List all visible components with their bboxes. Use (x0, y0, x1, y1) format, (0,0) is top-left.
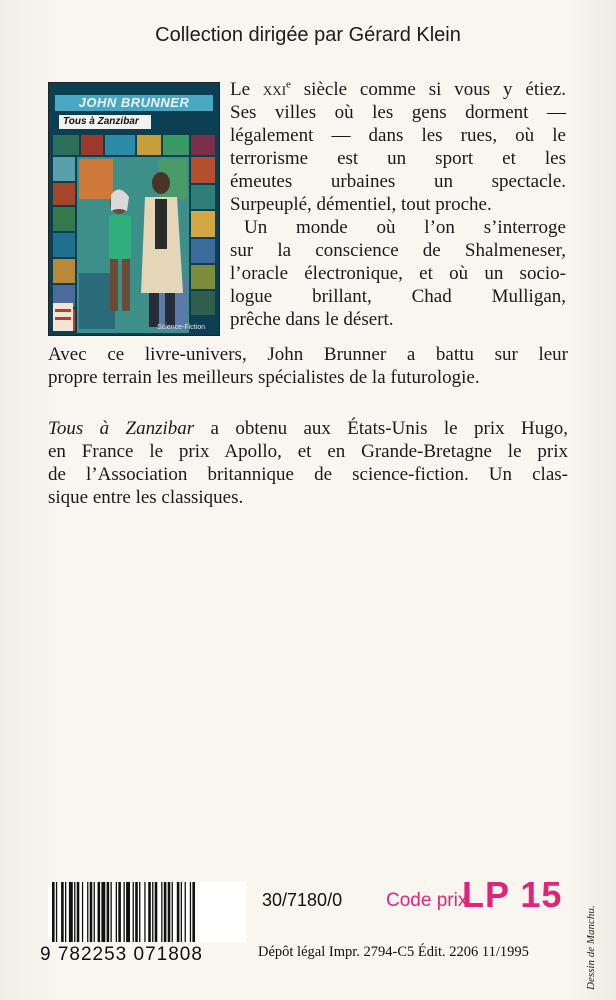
blurb-line: de l’Association britannique de science-fiction. Un clas- (48, 464, 568, 485)
barcode-bars (48, 882, 246, 942)
blurb-line: en France le prix Apollo, et en Grande-Bretagne le prix (48, 441, 568, 462)
blurb-paragraph-1 (230, 78, 566, 331)
book-title-italic: Tous à Zanzibar (48, 418, 195, 439)
barcode-number: 9 782253 071808 (40, 944, 203, 965)
blurb-paragraph-awards (48, 417, 568, 509)
blurb-line: Surpeuplé, démentiel, tout proche. (230, 194, 492, 215)
blurb-line: Avec ce livre-univers, John Brunner a battu sur leur (48, 344, 568, 365)
blurb-line: Le xxi$^e$ siècle comme si vous y étiez. (230, 78, 566, 100)
cover-thumbnail (48, 82, 220, 336)
blurb-line: légalement — dans les rues, où le (230, 125, 566, 146)
catalog-reference: 30/7180/0 (262, 890, 343, 910)
blurb-line: l’oracle électronique, et où un socio- (230, 263, 566, 284)
blurb-line: terrorisme est un sport et les (230, 148, 566, 169)
blurb-line: prêche dans le désert. (230, 309, 394, 330)
blurb-line: sur la conscience de Shalmeneser, (230, 240, 566, 261)
blurb-line: Ses villes où les gens dorment — (230, 102, 566, 123)
blurb-line: propre terrain les meilleurs spécialistes de la futurologie. (48, 367, 480, 388)
cover-author: JOHN BRUNNER (55, 95, 213, 111)
collection-editor: Collection dirigée par Gérard Klein (155, 24, 461, 46)
cover-imprint: Science-Fiction (157, 324, 205, 331)
blurb-line: logue brillant, Chad Mulligan, (230, 286, 566, 307)
illustration-credit: Dessin de Manchu. (585, 905, 597, 990)
price-code-value: LP 15 (462, 874, 563, 915)
legal-deposit: Dépôt légal Impr. 2794-C5 Édit. 2206 11/1995 (258, 944, 529, 960)
blurb-line: émeutes urbaines un spectacle. (230, 171, 566, 192)
cover-title: Tous à Zanzibar (59, 115, 151, 129)
century-numeral: xxi (262, 79, 287, 99)
blurb-paragraph-2 (48, 343, 568, 389)
price-code-label: Code prix (386, 890, 468, 911)
barcode (48, 882, 246, 942)
blurb-line: Tous à Zanzibar a obtenu aux États-Unis le prix Hugo, (48, 418, 568, 439)
blurb-line: sique entre les classiques. (48, 487, 244, 508)
blurb-line: Un monde où l’on s’interroge (244, 217, 566, 238)
